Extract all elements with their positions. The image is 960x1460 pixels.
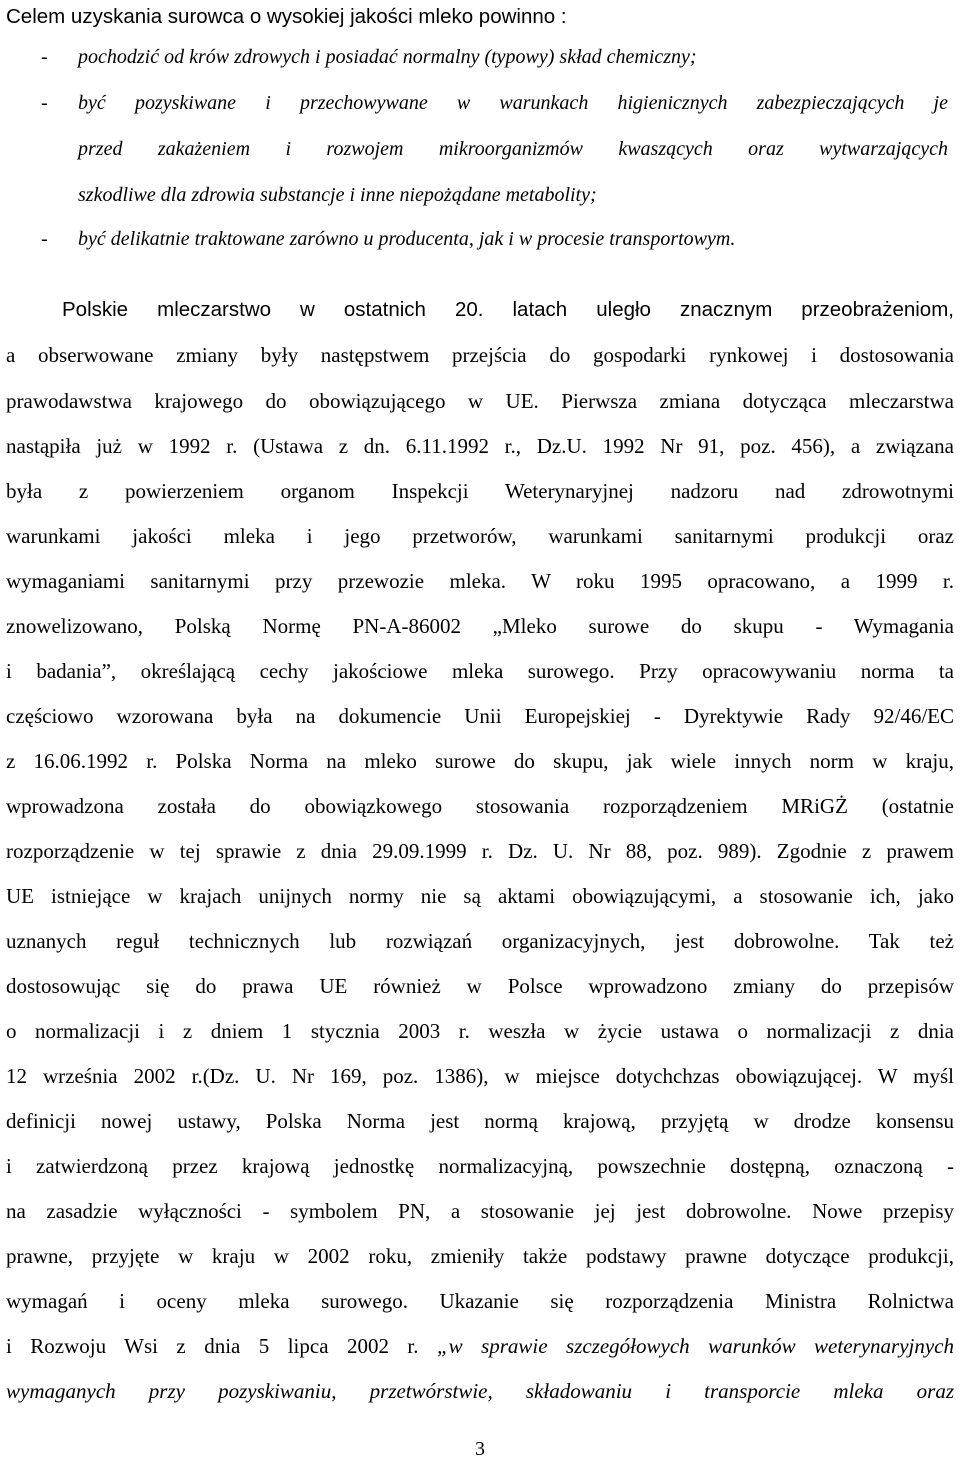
- requirement-2-line: szkodliwe dla zdrowia substancje i inne niepożądane metabolity;: [78, 184, 597, 206]
- paragraph-first-line: Polskie mleczarstwo w ostatnich 20. latach uległo znacznym przeobrażeniom,: [62, 298, 954, 321]
- list-bullet: -: [41, 228, 48, 250]
- requirement-1: pochodzić od krów zdrowych i posiadać normalny (typowy) skład chemiczny;: [78, 46, 697, 68]
- regulation-title-continued: wymaganych przy pozyskiwaniu, przetwórstwie, składowaniu i transporcie mleka oraz: [6, 1379, 954, 1403]
- paragraph-line: warunkami jakości mleka i jego przetworów, warunkami sanitarnymi produkcji oraz: [6, 524, 954, 548]
- list-bullet: -: [41, 92, 48, 114]
- requirement-2-line: przed zakażeniem i rozwojem mikroorganizmów kwaszących oraz wytwarzających: [78, 138, 948, 160]
- list-bullet: -: [41, 46, 48, 68]
- paragraph-line: na zasadzie wyłączności - symbolem PN, a stosowanie jej jest dobrowolne. Nowe przepisy: [6, 1199, 954, 1223]
- paragraph-line: z 16.06.1992 r. Polska Norma na mleko surowe do skupu, jak wiele innych norm w kraju,: [6, 749, 954, 773]
- intro-heading: Celem uzyskania surowca o wysokiej jakości mleko powinno :: [6, 5, 567, 28]
- paragraph-line: wymaganiami sanitarnymi przy przewozie mleka. W roku 1995 opracowano, a 1999 r.: [6, 569, 954, 593]
- regulation-intro-text: i Rozwoju Wsi z dnia 5 lipca 2002 r.: [6, 1334, 437, 1358]
- requirement-3: być delikatnie traktowane zarówno u producenta, jak i w procesie transportowym.: [78, 228, 736, 250]
- paragraph-line: częściowo wzorowana była na dokumencie Unii Europejskiej - Dyrektywie Rady 92/46/EC: [6, 704, 954, 728]
- requirement-2-line: być pozyskiwane i przechowywane w warunkach higienicznych zabezpieczających je: [78, 92, 948, 114]
- paragraph-line: prawne, przyjęte w kraju w 2002 roku, zmieniły także podstawy prawne dotyczące produkcji,: [6, 1244, 954, 1268]
- paragraph-line: a obserwowane zmiany były następstwem przejścia do gospodarki rynkowej i dostosowania: [6, 343, 954, 367]
- page-number: 3: [475, 1438, 485, 1460]
- paragraph-line: nastąpiła już w 1992 r. (Ustawa z dn. 6.11.1992 r., Dz.U. 1992 Nr 91, poz. 456), a związana: [6, 434, 954, 458]
- paragraph-line: 12 września 2002 r.(Dz. U. Nr 169, poz. 1386), w miejsce dotychchzas obowiązującej. W myśl: [6, 1064, 954, 1088]
- paragraph-line: rozporządzenie w tej sprawie z dnia 29.09.1999 r. Dz. U. Nr 88, poz. 989). Zgodnie z prawem: [6, 839, 954, 863]
- paragraph-line: wprowadzona została do obowiązkowego stosowania rozporządzeniem MRiGŻ (ostatnie: [6, 794, 954, 818]
- paragraph-line-mixed: [6, 1333, 954, 1359]
- paragraph-line: znowelizowano, Polską Normę PN-A-86002 „Mleko surowe do skupu - Wymagania: [6, 614, 954, 638]
- paragraph-line: i zatwierdzoną przez krajową jednostkę normalizacyjną, powszechnie dostępną, oznaczoną -: [6, 1154, 954, 1178]
- paragraph-line: uznanych reguł technicznych lub rozwiązań organizacyjnych, jest dobrowolne. Tak też: [6, 929, 954, 953]
- paragraph-line: o normalizacji i z dniem 1 stycznia 2003 r. weszła w życie ustawa o normalizacji z dnia: [6, 1019, 954, 1043]
- paragraph-line: i badania”, określającą cechy jakościowe mleka surowego. Przy opracowywaniu norma ta: [6, 659, 954, 683]
- paragraph-line: wymagań i oceny mleka surowego. Ukazanie się rozporządzenia Ministra Rolnictwa: [6, 1289, 954, 1313]
- paragraph-line: prawodawstwa krajowego do obowiązującego w UE. Pierwsza zmiana dotycząca mleczarstwa: [6, 389, 954, 413]
- paragraph-line: była z powierzeniem organom Inspekcji Weterynaryjnej nadzoru nad zdrowotnymi: [6, 479, 954, 503]
- regulation-title-italic: „w sprawie szczegółowych warunków weterynaryjnych: [436, 1334, 954, 1358]
- paragraph-line: UE istniejące w krajach unijnych normy nie są aktami obowiązującymi, a stosowanie ich, jako: [6, 884, 954, 908]
- paragraph-line: dostosowując się do prawa UE również w Polsce wprowadzono zmiany do przepisów: [6, 974, 954, 998]
- paragraph-line: definicji nowej ustawy, Polska Norma jest normą krajową, przyjętą w drodze konsensu: [6, 1109, 954, 1133]
